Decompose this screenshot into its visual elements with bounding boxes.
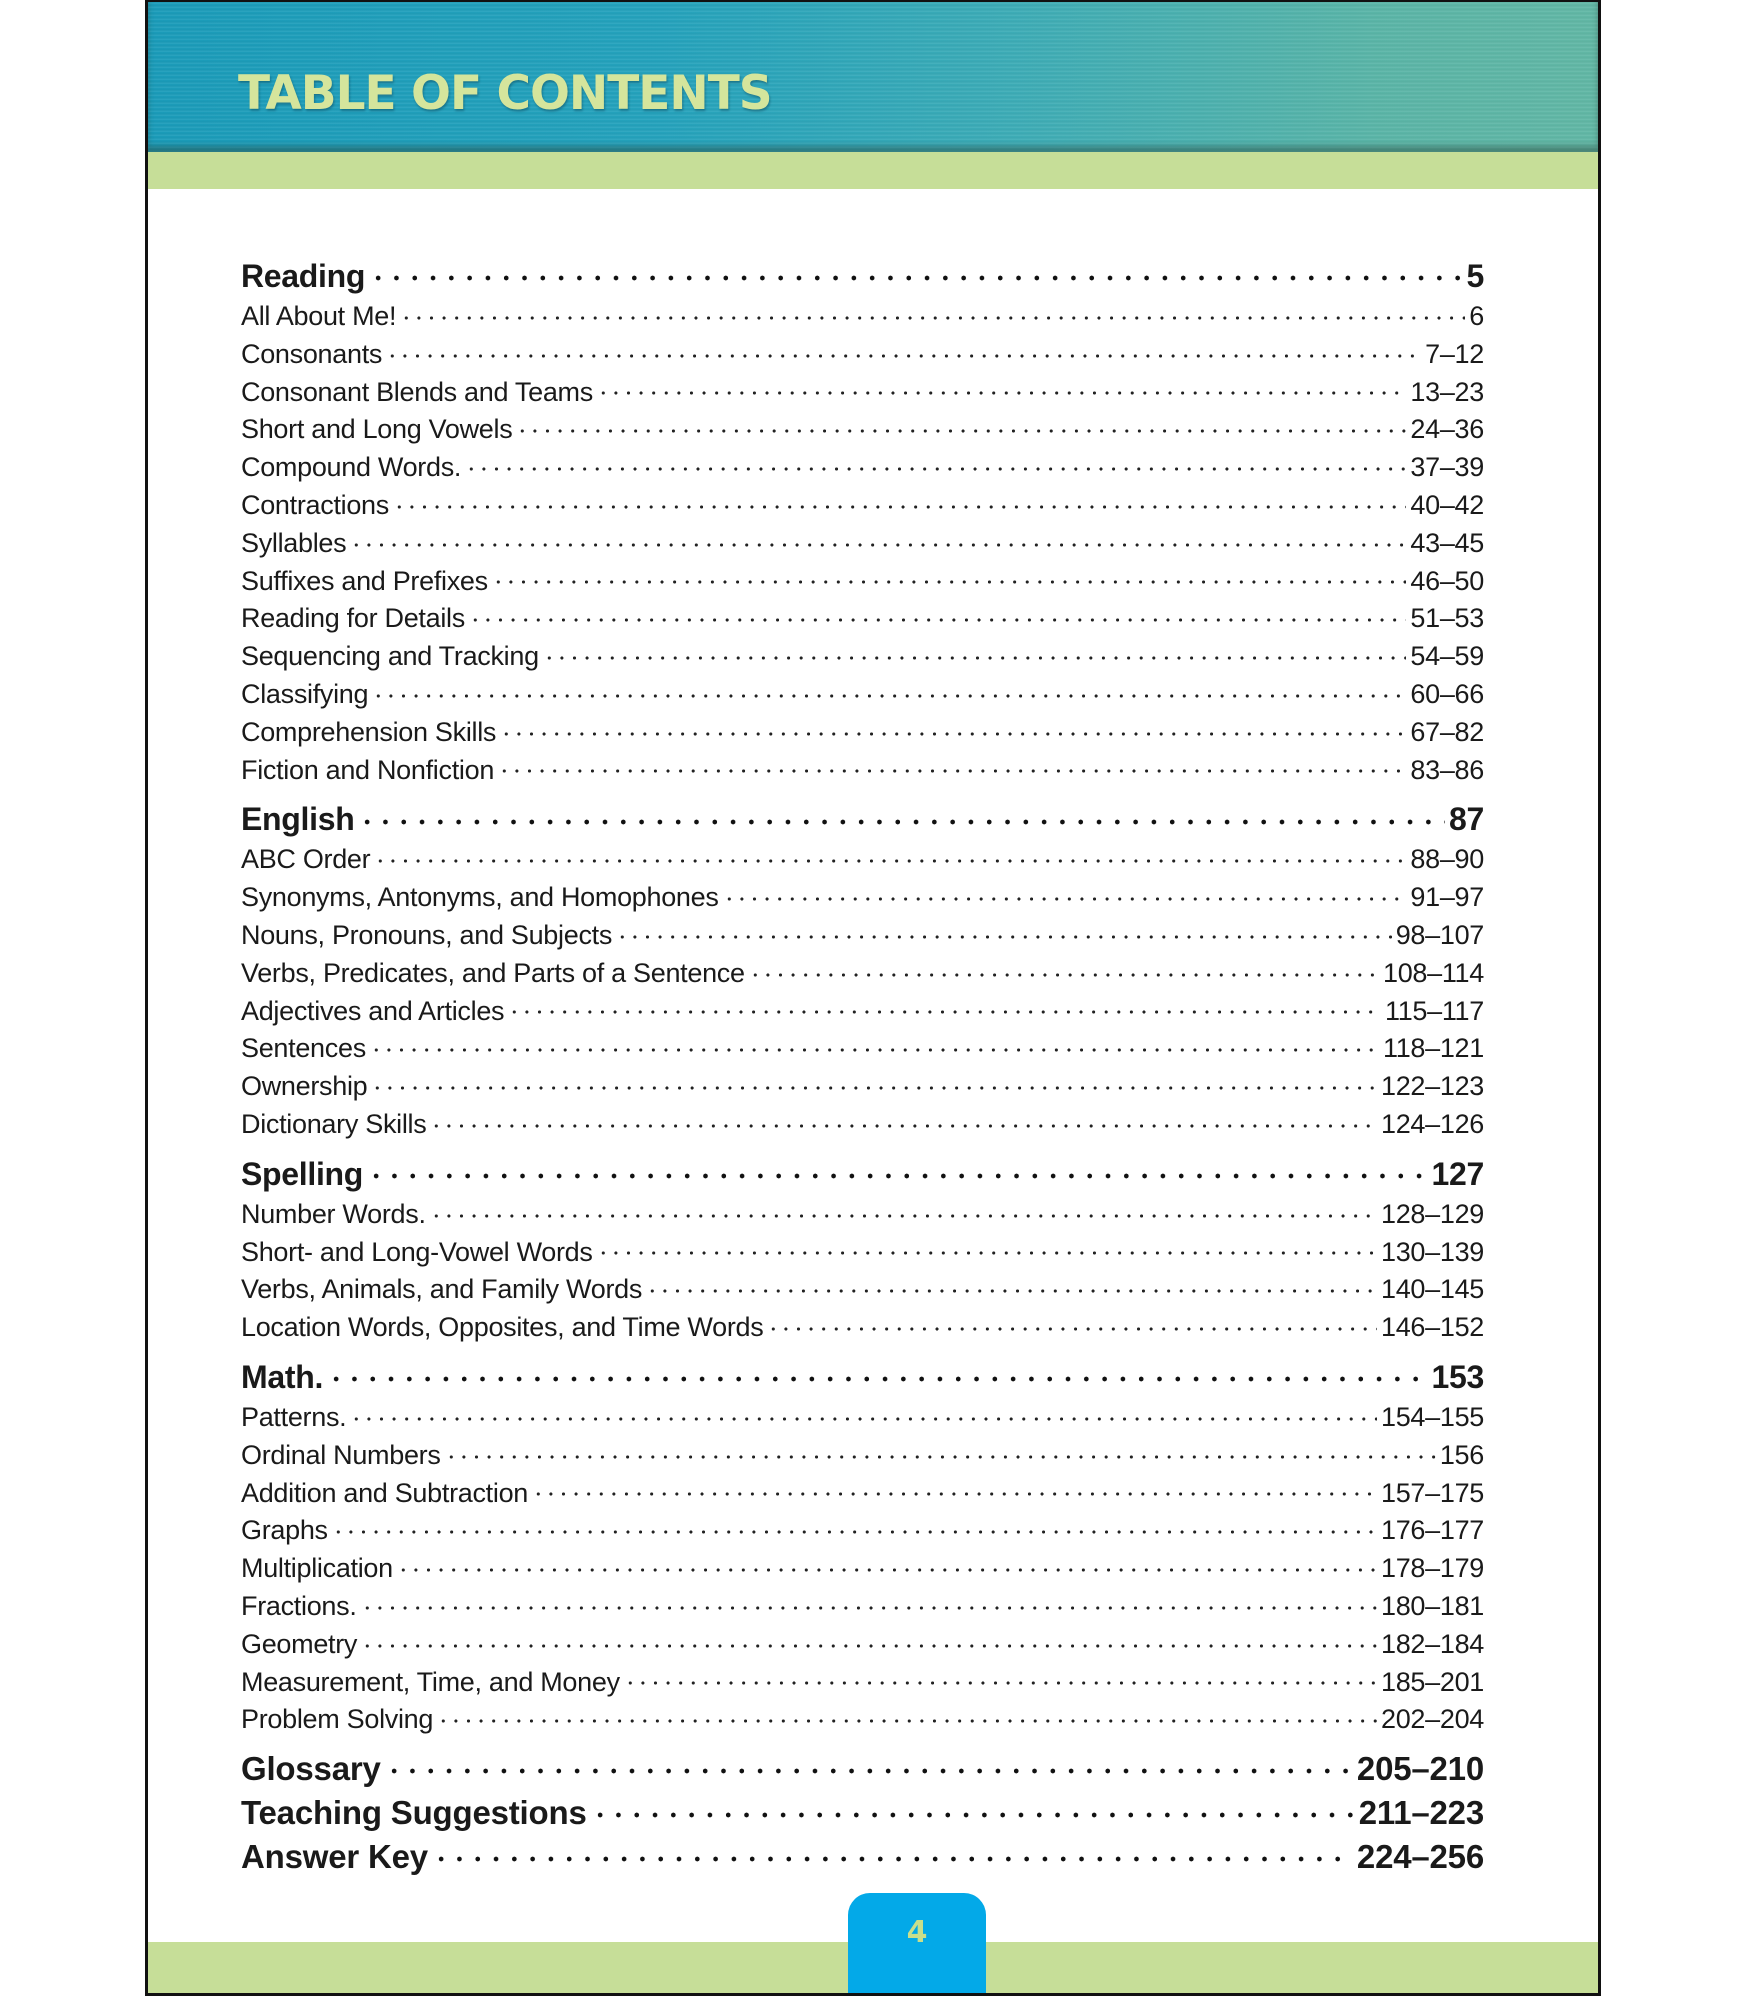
toc-entry[interactable]: [241, 563, 1484, 601]
dot-leader: [767, 1309, 1377, 1336]
entry-title: Comprehension Skills: [241, 716, 497, 747]
entry-title: Reading: [241, 258, 366, 294]
page-range: 182–184: [1380, 1628, 1484, 1659]
dot-leader: [372, 676, 1406, 703]
toc-entry[interactable]: [241, 1437, 1484, 1475]
entry-title: Problem Solving: [241, 1704, 434, 1735]
dot-leader: [369, 255, 1462, 287]
page-range: 202–204: [1380, 1704, 1484, 1735]
entry-title: Compound Words.: [241, 452, 462, 483]
dot-leader: [469, 600, 1406, 627]
page-range: 83–86: [1410, 754, 1484, 785]
entry-title: Short- and Long-Vowel Words: [241, 1236, 593, 1267]
toc-back-matter: [241, 1747, 1484, 1879]
entry-title: Graphs: [241, 1515, 328, 1546]
page-range: 153: [1431, 1358, 1484, 1395]
dot-leader: [361, 1626, 1377, 1653]
dot-leader: [624, 1664, 1377, 1691]
entry-title: Answer Key: [241, 1838, 428, 1876]
entry-title: Multiplication: [241, 1553, 393, 1584]
toc-entry[interactable]: [241, 714, 1484, 752]
page-range: 46–50: [1410, 565, 1484, 596]
toc-section: [241, 797, 1484, 1143]
dot-leader: [543, 638, 1407, 665]
entry-title: Spelling: [241, 1155, 364, 1192]
toc-section: [241, 254, 1484, 789]
toc-entry[interactable]: [241, 1475, 1484, 1513]
dot-leader: [723, 879, 1407, 906]
toc-entry[interactable]: [241, 638, 1484, 676]
page-range: 98–107: [1395, 919, 1484, 950]
page-range: 54–59: [1410, 641, 1484, 672]
entry-title: Math.: [241, 1358, 324, 1395]
dot-leader: [400, 298, 1465, 325]
entry-title: Consonants: [241, 338, 383, 369]
toc-entry[interactable]: [241, 1309, 1484, 1347]
entry-title: Geometry: [241, 1628, 358, 1659]
page-range: 108–114: [1382, 957, 1484, 988]
entry-title: Teaching Suggestions: [241, 1794, 587, 1832]
page-range: 178–179: [1380, 1553, 1484, 1584]
page-range: 40–42: [1410, 489, 1484, 520]
dot-leader: [500, 714, 1406, 741]
toc-entry[interactable]: [241, 1701, 1484, 1739]
entry-title: Syllables: [241, 527, 347, 558]
dot-leader: [350, 1399, 1377, 1426]
toc-entry[interactable]: [241, 1196, 1484, 1234]
entry-title: Classifying: [241, 678, 369, 709]
toc-entry[interactable]: [241, 1030, 1484, 1068]
page-range: 37–39: [1410, 452, 1484, 483]
dot-leader: [386, 336, 1421, 363]
dot-leader: [437, 1701, 1377, 1728]
section-heading[interactable]: [241, 1152, 1484, 1196]
toc-entry[interactable]: [241, 1550, 1484, 1588]
page-range: 180–181: [1380, 1590, 1484, 1621]
toc-entry[interactable]: [241, 1664, 1484, 1702]
page-range: 115–117: [1384, 995, 1484, 1026]
toc-entry[interactable]: [241, 879, 1484, 917]
dot-leader: [508, 993, 1381, 1020]
page-range: 60–66: [1410, 678, 1484, 709]
toc-entry[interactable]: [241, 1271, 1484, 1309]
entry-title: Verbs, Predicates, and Parts of a Sentence: [241, 957, 745, 988]
back-matter-entry[interactable]: [241, 1791, 1484, 1835]
toc-entry[interactable]: [241, 298, 1484, 336]
back-matter-entry[interactable]: [241, 1835, 1484, 1879]
page-range: 185–201: [1380, 1666, 1484, 1697]
dot-leader: [597, 374, 1406, 401]
dot-leader: [350, 525, 1406, 552]
toc-entry[interactable]: [241, 1588, 1484, 1626]
table-of-contents: [241, 254, 1484, 1887]
entry-title: ABC Order: [241, 844, 371, 875]
toc-entry[interactable]: [241, 841, 1484, 879]
dot-leader: [430, 1106, 1377, 1133]
entry-title: Reading for Details: [241, 603, 465, 634]
entry-title: Suffixes and Prefixes: [241, 565, 488, 596]
entry-title: Contractions: [241, 489, 389, 520]
page-range: 118–121: [1382, 1033, 1484, 1064]
entry-title: Location Words, Opposites, and Time Words: [241, 1312, 764, 1343]
entry-title: Verbs, Animals, and Family Words: [241, 1274, 643, 1305]
page-range: 91–97: [1410, 882, 1484, 913]
entry-title: Fractions.: [241, 1590, 357, 1621]
page-range: 154–155: [1380, 1401, 1484, 1432]
toc-entry[interactable]: [241, 1399, 1484, 1437]
page-range: 176–177: [1380, 1515, 1484, 1546]
dot-leader: [498, 752, 1406, 779]
dot-leader: [646, 1271, 1377, 1298]
entry-title: Number Words.: [241, 1198, 426, 1229]
section-heading[interactable]: [241, 1355, 1484, 1399]
entry-title: Sequencing and Tracking: [241, 641, 539, 672]
section-heading[interactable]: [241, 254, 1484, 298]
dot-leader: [465, 449, 1406, 476]
entry-title: Nouns, Pronouns, and Subjects: [241, 919, 613, 950]
dot-leader: [492, 563, 1407, 590]
page-range: 224–256: [1356, 1838, 1484, 1876]
page-number-tab: [848, 1893, 986, 1996]
toc-entry[interactable]: [241, 336, 1484, 374]
dot-leader: [432, 1835, 1353, 1868]
entry-title: Synonyms, Antonyms, and Homophones: [241, 882, 719, 913]
page-range: 130–139: [1380, 1236, 1484, 1267]
workbook-page: [145, 0, 1601, 1996]
dot-leader: [361, 1588, 1377, 1615]
entry-title: Ordinal Numbers: [241, 1439, 441, 1470]
toc-entry[interactable]: [241, 411, 1484, 449]
toc-entry[interactable]: [241, 955, 1484, 993]
toc-entry[interactable]: [241, 676, 1484, 714]
entry-title: Fiction and Nonfiction: [241, 754, 495, 785]
dot-leader: [332, 1512, 1377, 1539]
entry-title: Patterns.: [241, 1401, 347, 1432]
dot-leader: [370, 1030, 1379, 1057]
back-matter-entry[interactable]: [241, 1747, 1484, 1791]
page-range: 13–23: [1410, 376, 1484, 407]
page-range: 140–145: [1380, 1274, 1484, 1305]
toc-entry[interactable]: [241, 525, 1484, 563]
entry-title: Measurement, Time, and Money: [241, 1666, 620, 1697]
toc-entry[interactable]: [241, 993, 1484, 1031]
toc-entry[interactable]: [241, 917, 1484, 955]
dot-leader: [430, 1196, 1377, 1223]
toc-entry[interactable]: [241, 1626, 1484, 1664]
dot-leader: [371, 1068, 1377, 1095]
page-range: 128–129: [1380, 1198, 1484, 1229]
toc-section: [241, 1152, 1484, 1347]
entry-title: Adjectives and Articles: [241, 995, 505, 1026]
dot-leader: [445, 1437, 1436, 1464]
header-accent-band: [148, 152, 1598, 189]
toc-entry[interactable]: [241, 600, 1484, 638]
page-range: 6: [1469, 301, 1484, 331]
toc-entry[interactable]: [241, 1106, 1484, 1144]
page-range: 67–82: [1410, 716, 1484, 747]
toc-entry[interactable]: [241, 374, 1484, 412]
page-range: 88–90: [1410, 844, 1484, 875]
page-range: 7–12: [1425, 338, 1484, 369]
dot-leader: [397, 1550, 1377, 1577]
page-title: TABLE OF CONTENTS: [238, 66, 772, 121]
dot-leader: [591, 1791, 1355, 1824]
page-range: 146–152: [1380, 1312, 1484, 1343]
dot-leader: [616, 917, 1392, 944]
toc-section: [241, 1355, 1484, 1739]
page-range: 156: [1439, 1439, 1484, 1470]
page-range: 157–175: [1380, 1477, 1484, 1508]
dot-leader: [393, 487, 1406, 514]
entry-title: Ownership: [241, 1071, 368, 1102]
page-range: 87: [1449, 801, 1484, 838]
page-range: 43–45: [1410, 527, 1484, 558]
header-banner: [148, 2, 1598, 152]
section-heading[interactable]: [241, 797, 1484, 841]
toc-entry[interactable]: [241, 449, 1484, 487]
dot-leader: [532, 1475, 1377, 1502]
dot-leader: [597, 1234, 1377, 1261]
page-number: 4: [906, 1915, 928, 1950]
dot-leader: [327, 1356, 1427, 1388]
page-range: 5: [1466, 258, 1484, 294]
dot-leader: [749, 955, 1379, 982]
entry-title: Sentences: [241, 1033, 366, 1064]
page-range: 205–210: [1356, 1750, 1484, 1788]
dot-leader: [367, 1153, 1427, 1185]
entry-title: Short and Long Vowels: [241, 414, 513, 445]
page-range: 122–123: [1380, 1071, 1484, 1102]
page-range: 127: [1431, 1155, 1484, 1192]
toc-entry[interactable]: [241, 1512, 1484, 1550]
page-range: 124–126: [1380, 1108, 1484, 1139]
dot-leader: [374, 841, 1406, 868]
dot-leader: [385, 1747, 1353, 1780]
toc-entry[interactable]: [241, 1234, 1484, 1272]
entry-title: Glossary: [241, 1750, 381, 1788]
dot-leader: [516, 411, 1406, 438]
page-range: 24–36: [1410, 414, 1484, 445]
entry-title: Consonant Blends and Teams: [241, 376, 593, 407]
page-range: 51–53: [1410, 603, 1484, 634]
entry-title: Dictionary Skills: [241, 1108, 427, 1139]
toc-entry[interactable]: [241, 1068, 1484, 1106]
page-range: 211–223: [1358, 1794, 1484, 1832]
toc-entry[interactable]: [241, 487, 1484, 525]
dot-leader: [358, 798, 1445, 830]
entry-title: English: [241, 801, 355, 838]
entry-title: Addition and Subtraction: [241, 1477, 529, 1508]
entry-title: All About Me!: [241, 301, 397, 331]
toc-entry[interactable]: [241, 752, 1484, 790]
